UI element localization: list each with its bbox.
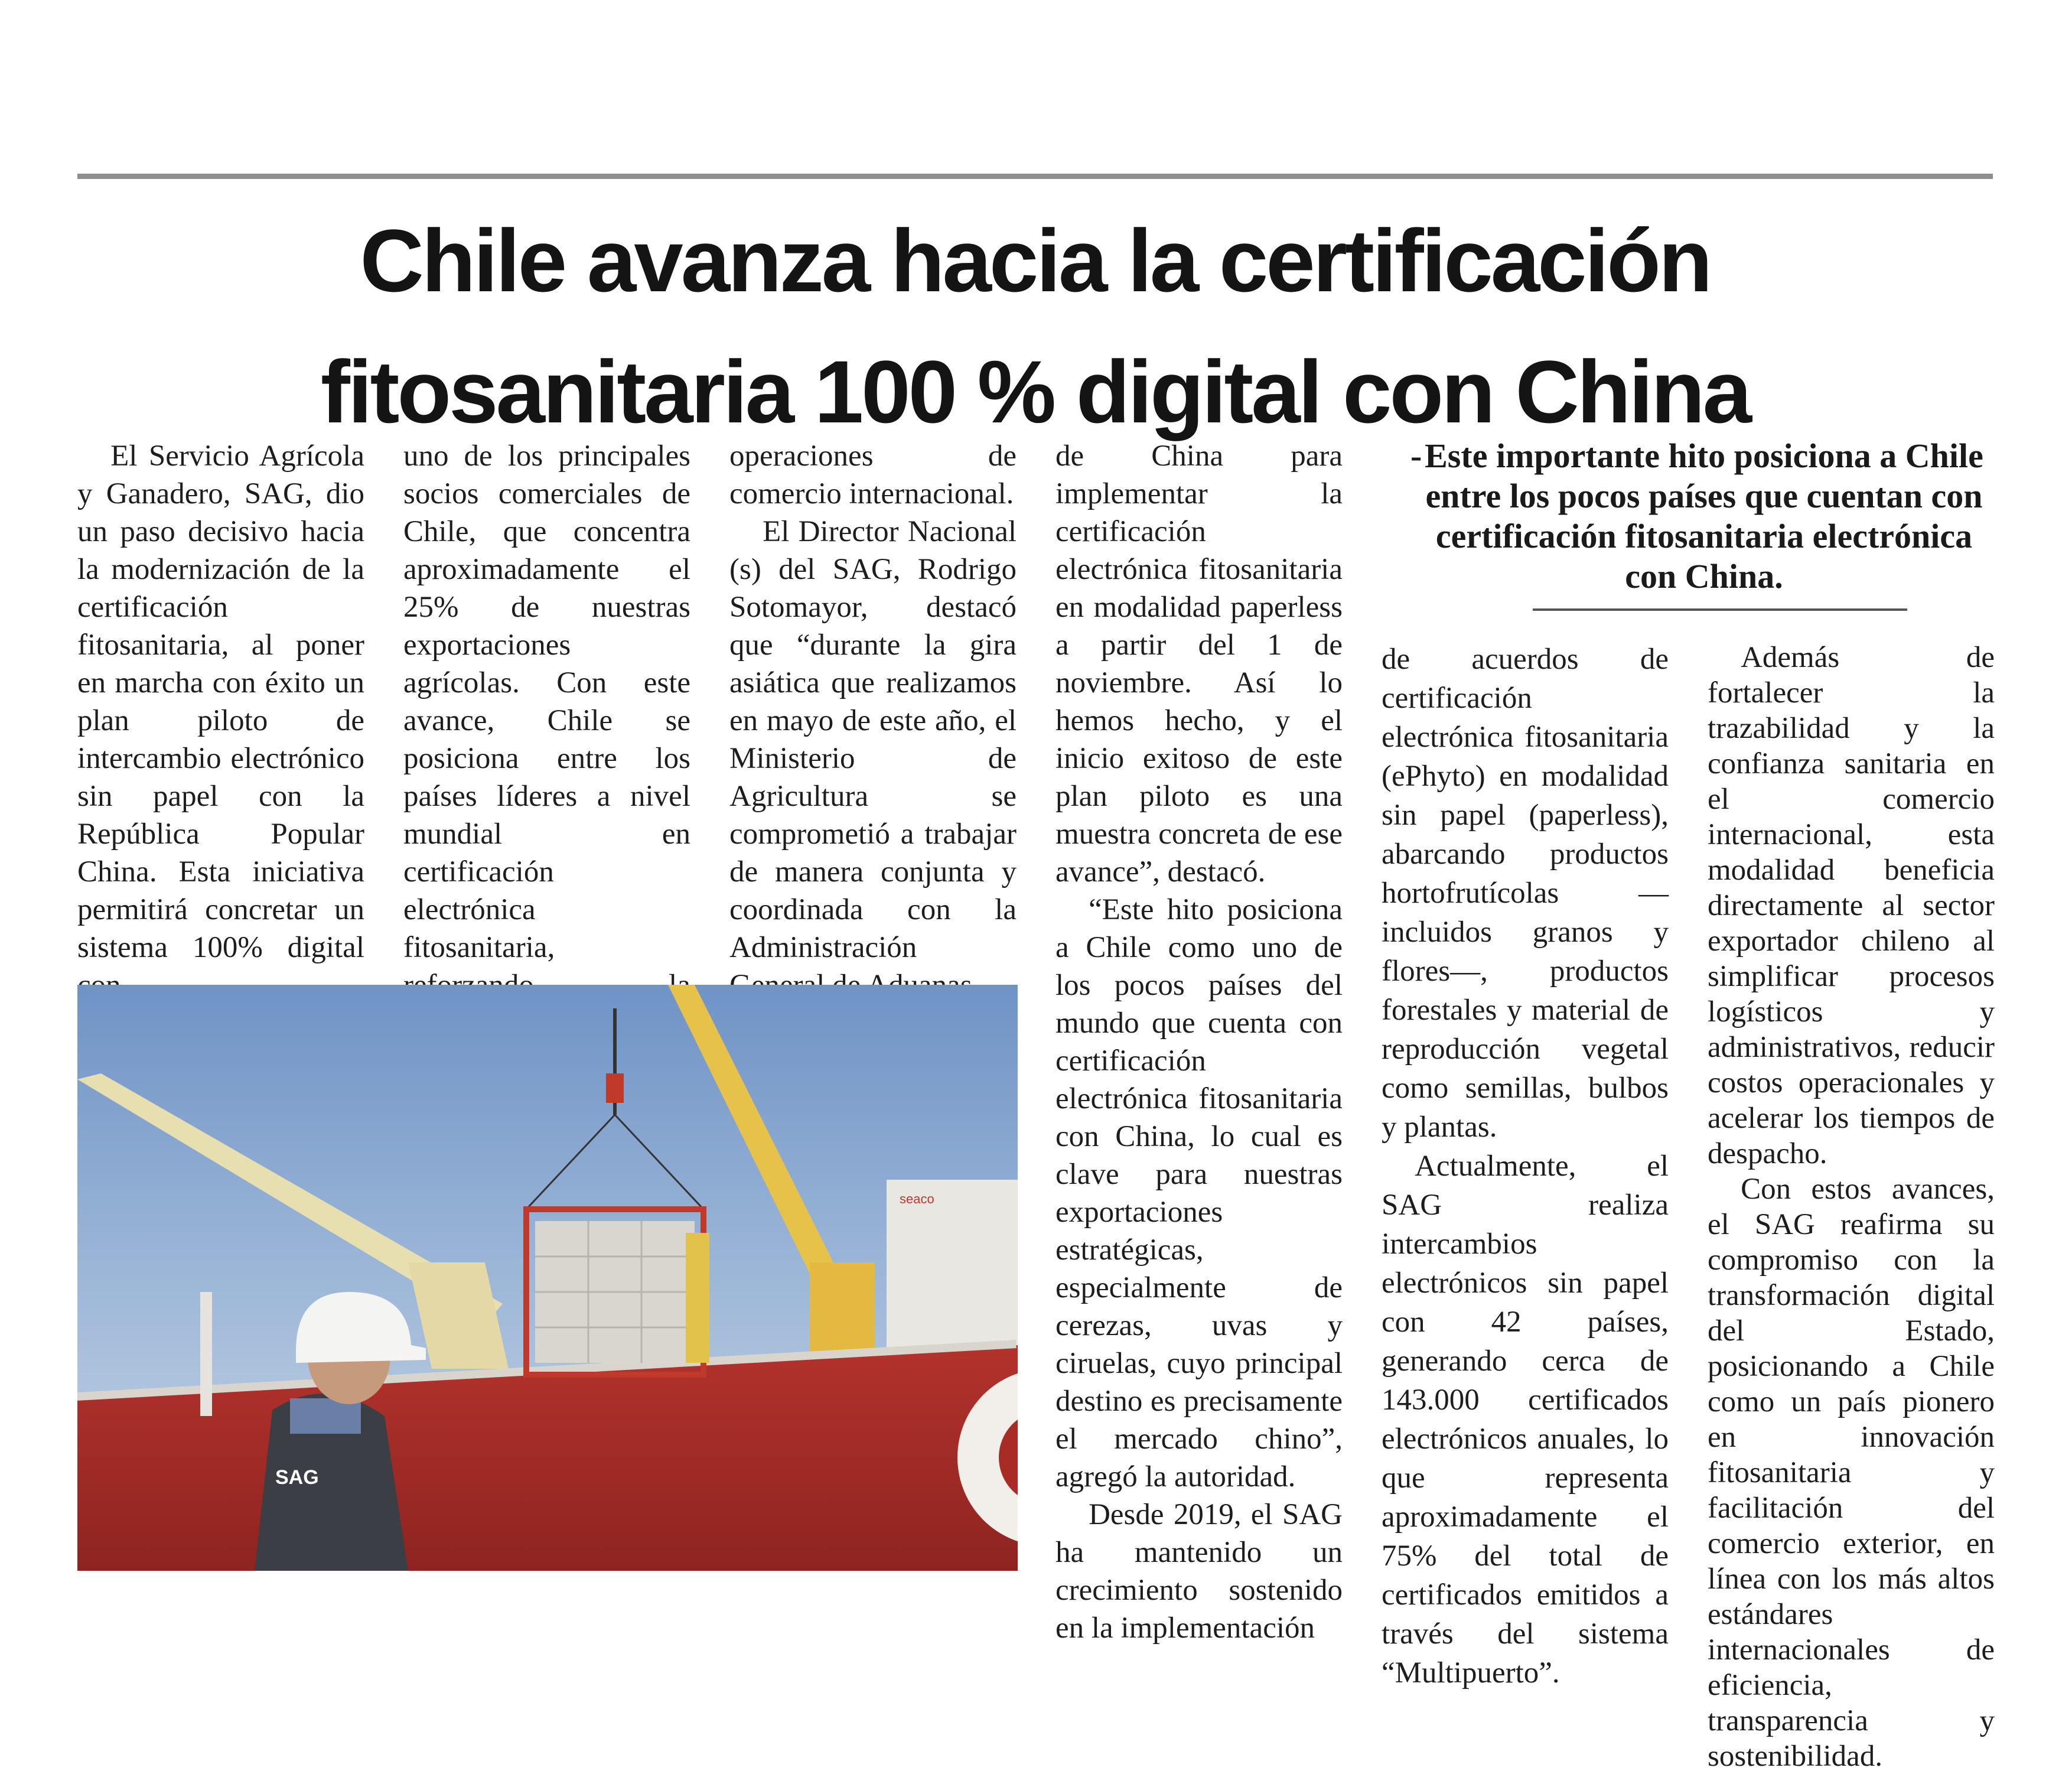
paragraph: de China para implementar la certificación electrónica fitosanitaria en modalidad paperless a partir del 1 de noviembre. Así lo hemos hecho, y el inicio exitoso de este plan piloto es una muestra concreta de ese avance”, destacó. [1055,440,1343,888]
article-column-4 [1055,437,1343,1647]
paragraph: Desde 2019, el SAG ha mantenido un crecimiento sostenido en la implementación [1055,1498,1343,1645]
paragraph: uno de los principales socios comerciales de Chile, que concentra aproximadamente el 25% de nuestras exportaciones agrícolas. Con este avance, Chile se posiciona entre los países líderes a nivel mundial en certificación electrónica fitosanitaria, [403,440,690,964]
paragraph: de acuerdos de certificación electrónica fitosanitaria (ePhyto) en modalidad sin papel (paperless), abarcando productos hortofrutícolas —incluidos granos y flores—, productos forestales y material de reproducción vegetal como semillas, bulbos y plantas. [1382,643,1669,1144]
headline [77,195,1993,457]
pull-quote-text: Este importante hito posiciona a Chile entre los pocos países que cuentan con certificación fitosanitaria electrónica con China. [1425,437,1983,595]
vest-logo: SAG [275,1466,319,1489]
paragraph: Además de fortalecer la trazabilidad y la confianza sanitaria en el comercio internacional, esta modalidad beneficia directamente al sector exportador chileno al simplificar procesos logísticos y administrativos, reducir costos operacionales y acelerar los tiempos de despacho. [1708,641,1995,1170]
paragraph: Con estos avances, el SAG reafirma su compromiso con la transformación digital del Estado, posicionando a Chile como un país pionero en innovación fitosanitaria y facilitación del comercio exterior, en línea con los más altos estándares internacionales de eficiencia, transparencia y sostenibilidad. [1708,1173,1995,1773]
article-column-5 [1382,640,1669,1692]
crane-hook [606,1073,624,1103]
headline-line-1: Chile avanza hacia la certificación [360,211,1711,310]
container-label: seaco [900,1192,934,1206]
article-column-6 [1708,640,1995,1774]
port-photo-illustration [77,985,1018,1571]
paragraph: operaciones de comercio internacional. [729,440,1017,510]
paragraph: El Servicio Agrícola y Ganadero, SAG, dio un paso decisivo hacia la modernización de la certificación fitosanitaria, al poner en marcha con éxito un plan piloto de intercambio electrónico sin papel con la República Popular China. Esta iniciativa permitirá concretar un sistema 100% digital [77,440,364,964]
headline-line-2: fitosanitaria 100 % digital con China [320,342,1750,441]
pull-quote [1406,436,1996,597]
pull-quote-rule [1533,608,1907,611]
article-column-3 [729,437,1017,1004]
port-photo [77,985,1018,1571]
paragraph: “Este hito posiciona a Chile como uno de los pocos países del mundo que cuenta con certificación electrónica fitosanitaria con China, lo cual es clave para nuestras exportaciones estratégicas, especialmente de cerezas, uvas y ciruelas, cuyo principal destino es precisamente el mercado chino”, agregó la autoridad. [1055,893,1343,1493]
top-rule [77,174,1993,179]
pull-quote-dash: - [1410,437,1422,475]
article-column-1 [77,437,364,1004]
cargo-crate-yellow [686,1233,709,1363]
ship-mast [200,1292,212,1416]
paragraph: El Director Nacional (s) del SAG, Rodrigo Sotomayor, destacó que “durante la gira asiática que realizamos en mayo de este año, el Ministerio de Agricultura se comprometió a trabajar de manera conjunta y coordinada con la Administración [729,515,1017,964]
paragraph: Actualmente, el SAG realiza intercambios electrónicos sin papel con 42 países, generando cerca de 143.000 certificados electrónicos anuales, lo que representa aproximadamente el 75% del total de certificados emitidos a través del sistema “Multipuerto”. [1382,1150,1669,1690]
article-column-2 [403,437,690,1080]
